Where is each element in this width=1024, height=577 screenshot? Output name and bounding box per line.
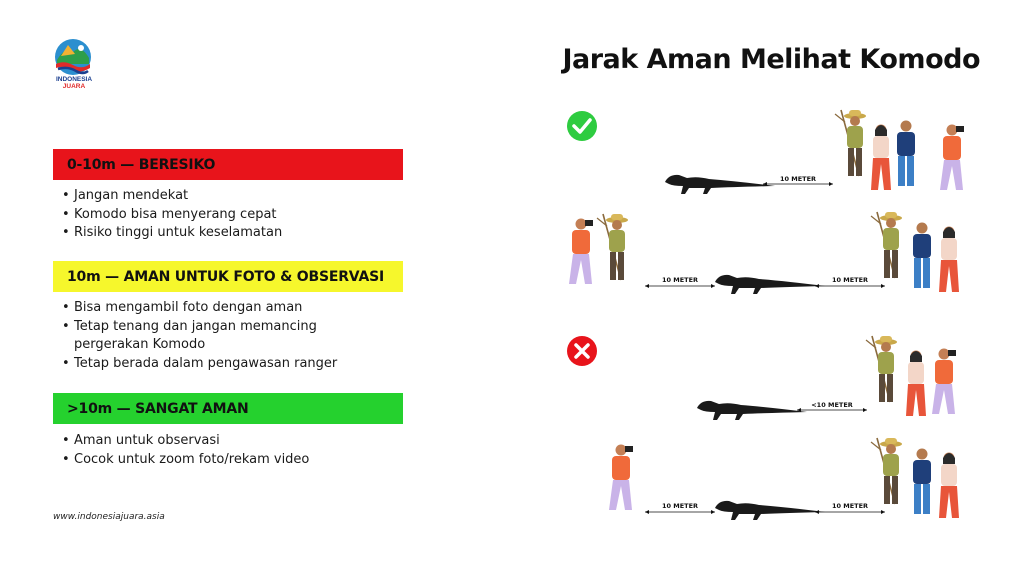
- ranger-icon: [866, 336, 897, 402]
- tourist-icon: [906, 351, 926, 417]
- distance-label: 10 METER: [779, 175, 817, 183]
- scene-safe-distance-1: [665, 110, 964, 194]
- komodo-icon: [715, 275, 825, 294]
- scene-safe-distance-3: [609, 438, 959, 520]
- footer-url: www.indonesiajuara.asia: [53, 512, 165, 522]
- ranger-icon: [597, 214, 628, 280]
- ranger-icon: [871, 212, 902, 278]
- check-icon: [567, 111, 597, 141]
- distance-label: <10 METER: [811, 401, 853, 409]
- distance-arrow: [815, 510, 885, 514]
- tourist-icon: [913, 449, 931, 515]
- ranger-icon: [835, 110, 866, 176]
- distance-label: 10 METER: [661, 276, 699, 284]
- tourist-icon: [939, 453, 959, 519]
- logo-name-line2: JUARA: [62, 83, 86, 90]
- list-item: • Komodo bisa menyerang cepat: [62, 206, 282, 225]
- list-item: • Tetap berada dalam pengawasan ranger: [62, 355, 392, 374]
- ranger-icon: [871, 438, 902, 504]
- distance-arrow: [815, 284, 885, 288]
- logo-text: [48, 76, 100, 90]
- komodo-icon: [665, 175, 775, 194]
- scene-safe-distance-2: [569, 212, 959, 294]
- logo-emblem-icon: [50, 36, 96, 78]
- cross-icon: [567, 336, 597, 366]
- distance-illustration: [555, 100, 985, 540]
- distance-label: 10 METER: [831, 276, 869, 284]
- distance-label: 10 METER: [831, 502, 869, 510]
- list-item: • Tetap tenang dan jangan memancing pergerakan Komodo: [62, 318, 392, 355]
- photographer-icon: [940, 125, 964, 191]
- section-very-safe-list: [62, 432, 309, 469]
- komodo-icon: [715, 501, 825, 520]
- section-very-safe-heading: >10m — SANGAT AMAN: [53, 393, 403, 424]
- photographer-icon: [609, 445, 633, 511]
- photographer-icon: [569, 219, 593, 285]
- list-item: • Bisa mengambil foto dengan aman: [62, 299, 392, 318]
- tourist-icon: [897, 121, 915, 187]
- tourist-icon: [939, 227, 959, 293]
- scene-unsafe-distance: [697, 336, 956, 420]
- page-title: Jarak Aman Melihat Komodo: [562, 44, 980, 75]
- komodo-icon: [697, 401, 807, 420]
- section-risky-heading: 0-10m — BERESIKO: [53, 149, 403, 180]
- distance-arrow: [645, 510, 715, 514]
- logo-name-line1: INDONESIA: [55, 76, 93, 83]
- distance-label: 10 METER: [661, 502, 699, 510]
- tourist-icon: [871, 125, 891, 191]
- list-item: • Aman untuk observasi: [62, 432, 309, 451]
- tourist-icon: [913, 223, 931, 289]
- list-item: • Jangan mendekat: [62, 187, 282, 206]
- list-item: • Risiko tinggi untuk keselamatan: [62, 224, 282, 243]
- list-item: • Cocok untuk zoom foto/rekam video: [62, 451, 309, 470]
- photographer-icon: [932, 349, 956, 415]
- section-safe-list: [62, 299, 392, 373]
- section-risky-list: [62, 187, 282, 243]
- section-safe-heading: 10m — AMAN UNTUK FOTO & OBSERVASI: [53, 261, 403, 292]
- distance-arrow: [645, 284, 715, 288]
